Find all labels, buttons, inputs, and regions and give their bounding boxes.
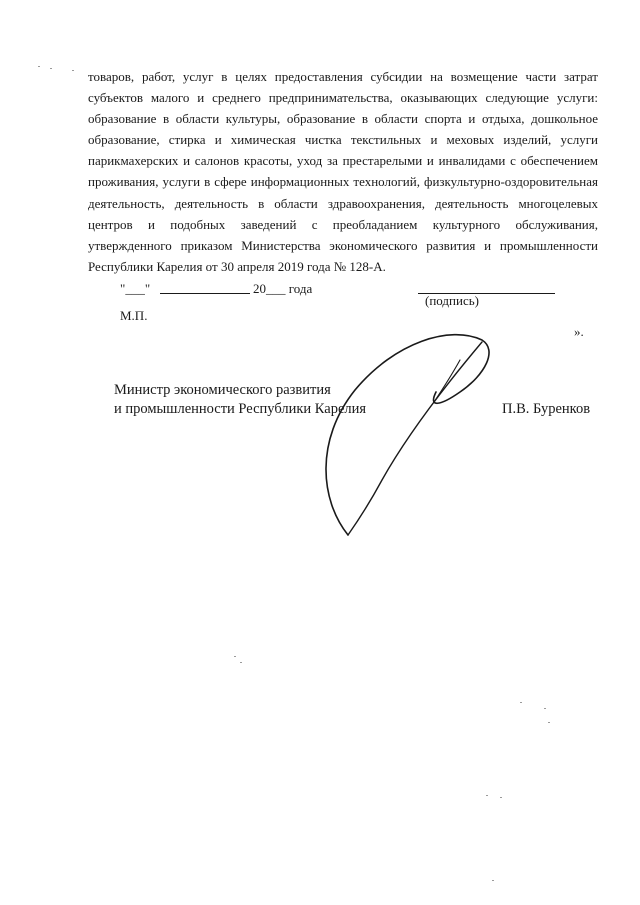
scan-speck	[72, 70, 74, 71]
scan-speck	[486, 795, 488, 796]
scan-speck	[500, 797, 502, 798]
scan-speck	[50, 68, 52, 69]
date-close-quote: "	[144, 281, 151, 296]
signatory-name: П.В. Буренков	[502, 401, 591, 417]
scan-speck	[548, 722, 550, 723]
signatory-title-line2: и промышленности Республики Карелия	[114, 401, 367, 417]
closing-mark: ».	[574, 324, 584, 339]
date-year-blank: ___	[266, 281, 286, 296]
signature-caption: (подпись)	[425, 293, 479, 308]
signatory-title-line1: Министр экономического развития	[114, 382, 331, 398]
handwritten-signature	[300, 320, 500, 540]
scan-speck	[492, 880, 494, 881]
scan-speck	[520, 702, 522, 703]
date-year-word: года	[288, 281, 313, 296]
date-day-blank: ___	[125, 281, 145, 296]
date-year	[253, 281, 312, 297]
date-year-prefix: 20	[253, 281, 266, 296]
date-open-quote: "	[120, 281, 126, 296]
scan-speck	[234, 656, 236, 657]
scan-speck	[544, 708, 546, 709]
body-paragraph: товаров, работ, услуг в целях предоставления субсидии на возмещение части затрат субъектов малого и среднего предпринимательства, оказывающих следующие услуги: образование в области культуры, образование в области спорта и отдыха, дошкольное образование, стирка и химическая чистка текстильных и меховых изделий, услуги парикмахерских и салонов красоты, уход за престарелыми и инвалидами с обеспечением проживания, услуги в сфере информационных технологий, физкультурно-оздоровительная деятельность, деятельность в области здравоохранения, деятельность многоцелевых центров и подобных заведений с преобладанием культурного обслуживания, утвержденного приказом Министерства экономического развития и промышленности Республики Карелия от 30 апреля 2019 года № 128-А.	[88, 69, 598, 274]
scan-speck	[38, 66, 40, 67]
stamp-label: М.П.	[120, 308, 148, 323]
date-month-line	[160, 293, 250, 294]
date-line	[120, 281, 150, 297]
scan-speck	[240, 662, 242, 663]
